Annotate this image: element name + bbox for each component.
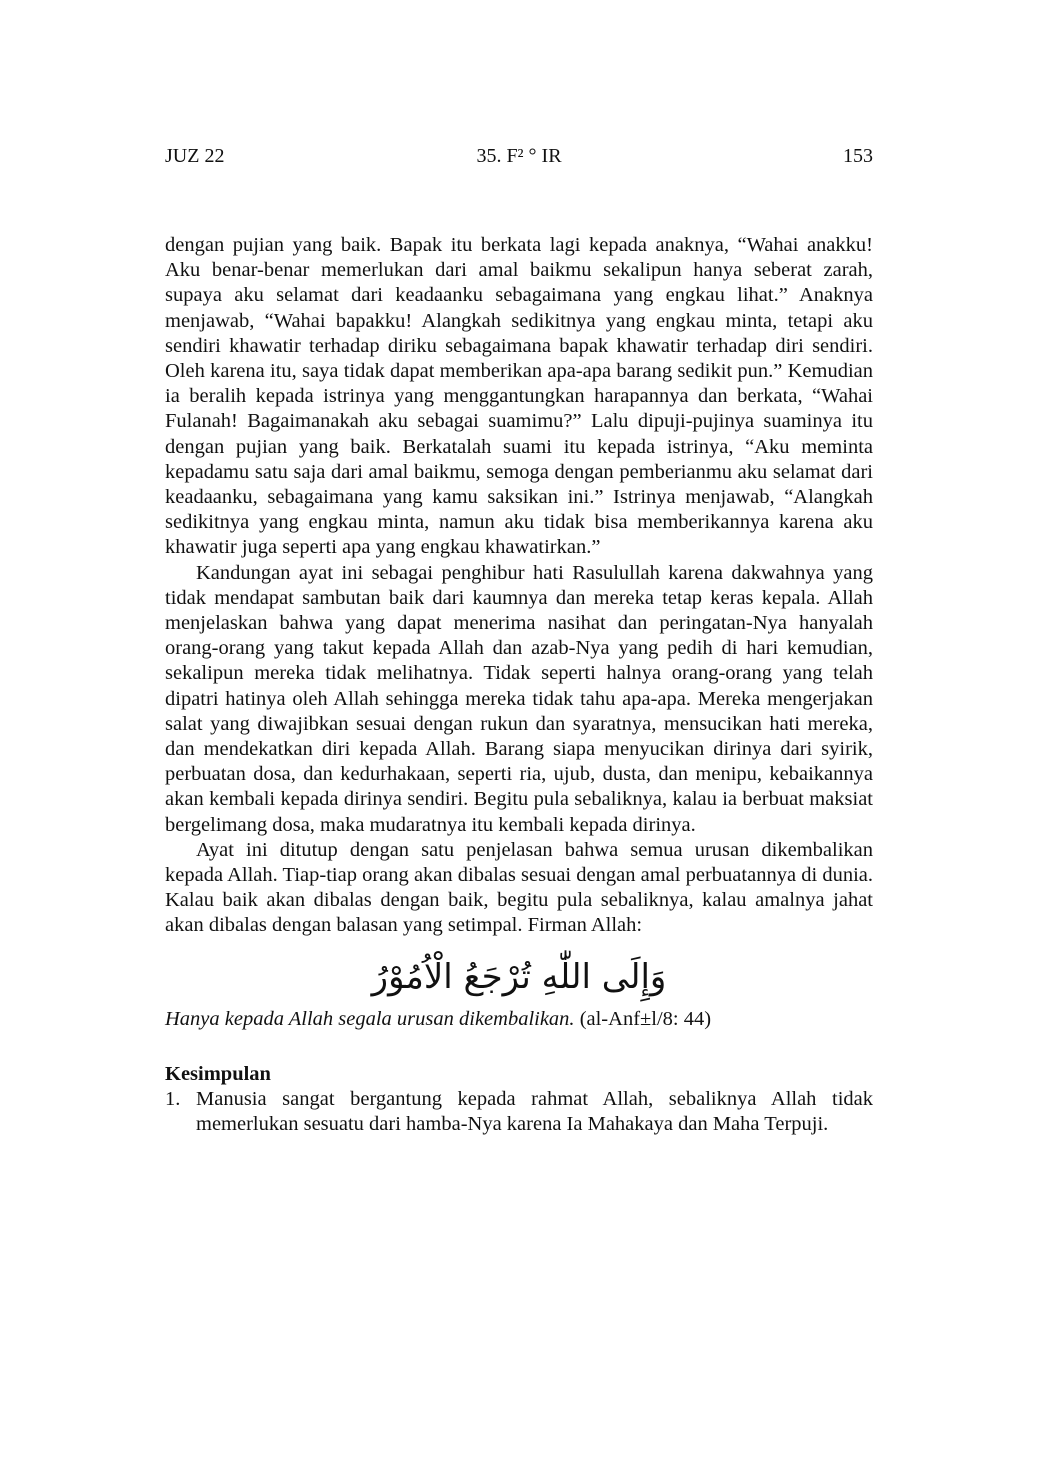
list-item-text: Manusia sangat bergantung kepada rahmat Allah, sebaliknya Allah tidak memerlukan sesuatu dari hamba-Nya karena Ia Mahakaya dan Maha Terpuji.	[196, 1088, 873, 1136]
header-surah: 35. F² ° IR	[476, 145, 562, 167]
list-item	[165, 1087, 873, 1137]
page-body	[165, 233, 873, 1138]
verse-reference: (al-Anf±l/8: 44)	[579, 1007, 712, 1030]
conclusion-list	[165, 1087, 873, 1137]
header-juz: JUZ 22	[165, 145, 225, 167]
verse-translation: Hanya kepada Allah segala urusan dikembalikan.	[165, 1007, 575, 1030]
section-title-kesimpulan: Kesimpulan	[165, 1062, 271, 1085]
page-header	[165, 145, 873, 173]
list-item-number: 1.	[165, 1088, 181, 1111]
quran-verse-arabic: وَإِلَى اللّٰهِ تُرْجَعُ الْاُمُوْرُ	[371, 956, 667, 997]
paragraph-continuation: dengan pujian yang baik. Bapak itu berkata lagi kepada anaknya, “Wahai anakku! Aku benar-benar memerlukan dari amal baikmu sekalipun hanya seberat zarah, supaya aku selamat dari keadaanku sebagaimana yang engkau lihat.” Anaknya menjawab, “Wahai bapakku! Alangkah sedikitnya yang engkau minta, tetapi aku sendiri khawatir terhadap diriku sebagaimana bapak khawatir terhadap diri sendiri. Oleh karena itu, saya tidak dapat memberikan apa-apa barang sedikit pun.” Kemudian ia beralih kepada istrinya yang menggantungkan harapannya dan berkata, “Wahai Fulanah! Bagaimanakah aku sebagai suamimu?” Lalu dipuji-pujinya suaminya itu dengan pujian yang baik. Berkatalah suami itu kepada istrinya, “Aku meminta kepadamu satu saja dari amal baikmu, semoga dengan pemberianmu aku selamat dari keadaanku, sebagaimana yang kamu saksikan ini.” Istrinya menjawab, “Alangkah sedikitnya yang engkau minta, namun aku tidak bisa memberikannya karena aku khawatir juga seperti apa yang engkau khawatirkan.”	[165, 234, 873, 559]
header-page-number: 153	[843, 145, 873, 167]
paragraph-penutup: Ayat ini ditutup dengan satu penjelasan bahwa semua urusan dikembalikan kepada Allah. Tiap-tiap orang akan dibalas sesuai dengan amal perbuatannya di dunia. Kalau baik akan dibalas dengan baik, begitu pula sebaliknya, kalau amalnya jahat akan dibalas dengan balasan yang setimpal. Firman Allah:	[165, 838, 873, 937]
paragraph-kandungan: Kandungan ayat ini sebagai penghibur hati Rasulullah karena dakwahnya yang tidak mendapat sambutan baik dari kaumnya dan mereka tetap keras kepala. Allah menjelaskan bahwa yang dapat menerima nasihat dan peringatan-Nya hanyalah orang-orang yang takut kepada Allah dan azab-Nya yang pedih di hari kemudian, sekalipun mereka tidak melihatnya. Tidak seperti halnya orang-orang yang telah dipatri hatinya oleh Allah sehingga mereka tidak tahu apa-apa. Mereka mengerjakan salat yang diwajibkan sesuai dengan rukun dan syaratnya, mensucikan hati mereka, dan mendekatkan diri kepada Allah. Barang siapa menyucikan dirinya dari syirik, perbuatan dosa, dan kedurhakaan, seperti ria, ujub, dusta, dan menipu, kebaikannya akan kembali kepada dirinya sendiri. Begitu pula sebaliknya, kalau ia berbuat maksiat bergelimang dosa, maka mudaratnya itu kembali kepada dirinya.	[165, 561, 873, 836]
verse-translation-line	[165, 1007, 873, 1032]
